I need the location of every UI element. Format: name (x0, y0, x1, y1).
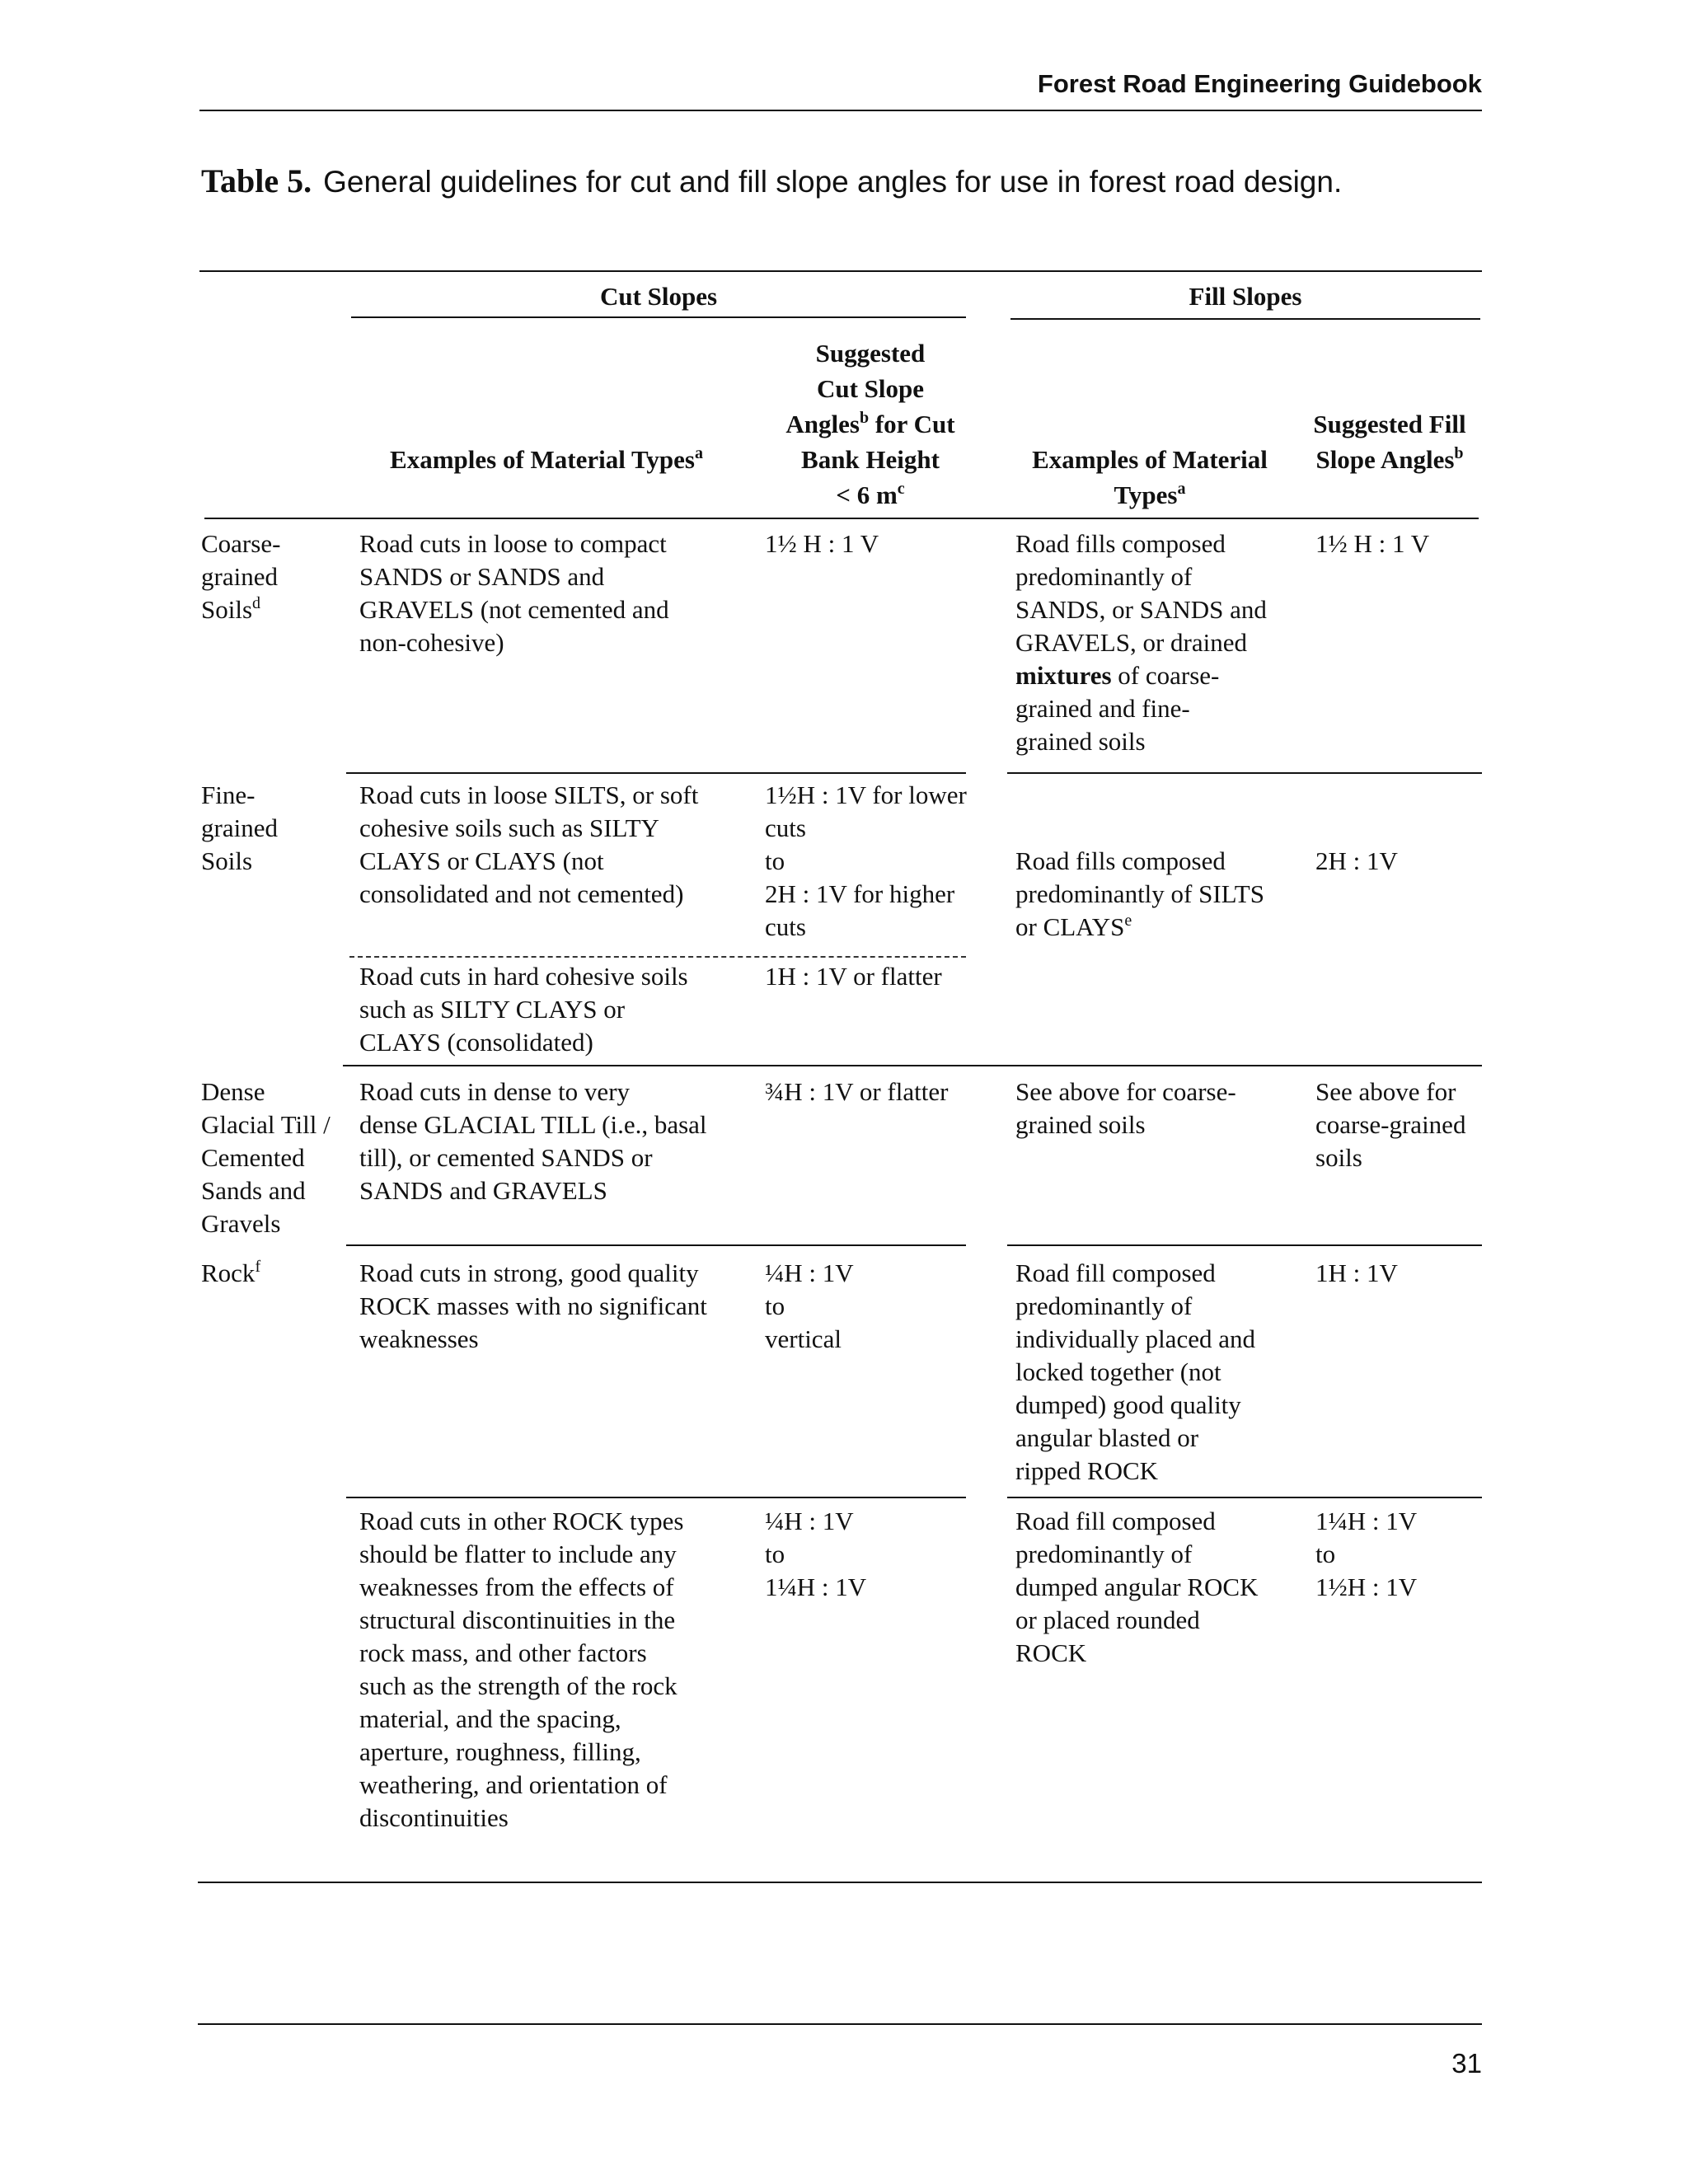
row-fine-cut-material-2: Road cuts in hard cohesive soils such as SILTY CLAYS or CLAYS (consolidated) (359, 962, 688, 1057)
table-caption (201, 161, 1342, 209)
caption-text: General guidelines for cut and fill slope angles for use in forest road design. (323, 165, 1343, 199)
row-rock-fill-angle-2: 1¼H : 1V to 1½H : 1V (1315, 1507, 1418, 1601)
header-rule (199, 110, 1482, 111)
row-rock-fill-material-2: Road fill composed predominantly of dumped angular ROCK or placed rounded ROCK (1015, 1507, 1259, 1667)
row-fine-cut-angle-2: 1H : 1V or flatter (765, 962, 942, 991)
fill-group-rule (1010, 318, 1480, 320)
row-fine-bottom-rule (343, 1065, 1482, 1066)
cut-angle-header (755, 335, 986, 513)
table-bottom-rule (198, 1882, 1482, 1883)
row-fine-category: Fine- grained Soils (201, 780, 278, 875)
row-till-fill-angle: See above for coarse-grained soils (1315, 1077, 1466, 1172)
row-coarse-cut-material: Road cuts in loose to compact SANDS or SANDS and GRAVELS (not cemented and non-cohesive) (359, 529, 669, 657)
header-bottom-rule (204, 518, 1479, 519)
cut-angle-header-line1: Suggested (815, 339, 926, 368)
row-fine-cut-angle-1: 1½H : 1V for lower cuts to 2H : 1V for higher cuts (765, 780, 967, 941)
row-fine-cut-material-1: Road cuts in loose SILTS, or soft cohesive soils such as SILTY CLAYS or CLAYS (not consolidated and not cemented) (359, 780, 699, 908)
fill-slopes-heading: Fill Slopes (1189, 282, 1302, 311)
row-coarse-category: Coarse- grained Soils$^d$ (201, 529, 281, 624)
row-till-cut-rule (346, 1244, 966, 1246)
row-coarse-cut-rule (346, 772, 966, 774)
row-rock-fill-material-1: Road fill composed predominantly of individually placed and locked together (not dumped) good quality angular blasted or ripped ROCK (1015, 1258, 1255, 1485)
footer-rule (198, 2023, 1482, 2025)
row-till-category: Dense Glacial Till / Cemented Sands and Gravels (201, 1077, 331, 1238)
row-fine-dashed-rule (349, 956, 966, 958)
cut-slopes-heading: Cut Slopes (599, 282, 718, 311)
page-number: 31 (1451, 2048, 1482, 2079)
fill-angle-header: Suggested Fill Slope Angles$^b$ (1313, 410, 1466, 474)
row-coarse-cut-angle: 1½ H : 1 V (765, 529, 879, 558)
cut-material-header: Examples of Material Types$^a$ (390, 444, 703, 474)
row-coarse-fill-angle: 1½ H : 1 V (1315, 529, 1430, 558)
fill-material-header: Examples of Material Types$^a$ (1032, 445, 1268, 509)
row-rock-category: Rock$^f$ (201, 1258, 261, 1287)
row-rock-cut-material-2: Road cuts in other ROCK types should be flatter to include any weaknesses from the effects of structural discontinuities in the rock mass, and other factors such as the strength of the rock material, and the spacing, aperture, roughness, filling, weathering, and orientation of discontinuities (359, 1507, 684, 1832)
row-rock-cut-angle-1: ¼H : 1V to vertical (765, 1258, 854, 1353)
cut-group-rule (351, 316, 966, 318)
row-fine-fill-material: Road fills composed predominantly of SILTS or CLAYS$^e$ (1015, 846, 1264, 941)
row-rock-fill-rule (1007, 1497, 1482, 1498)
row-fine-fill-angle: 2H : 1V (1315, 846, 1398, 875)
row-coarse-fill-rule (1007, 772, 1482, 774)
row-rock-cut-material-1: Road cuts in strong, good quality ROCK masses with no significant weaknesses (359, 1258, 707, 1353)
table-top-rule (199, 270, 1482, 272)
row-rock-fill-angle-1: 1H : 1V (1315, 1258, 1398, 1287)
row-till-cut-material: Road cuts in dense to very dense GLACIAL TILL (i.e., basal till), or cemented SANDS or SANDS and GRAVELS (359, 1077, 707, 1205)
row-till-fill-rule (1007, 1244, 1482, 1246)
cut-angle-header-line3: Angles$^b$ for Cut (785, 409, 955, 438)
caption-label: Table 5. (201, 162, 312, 199)
row-rock-cut-rule (346, 1497, 966, 1498)
row-rock-cut-angle-2: ¼H : 1V to 1¼H : 1V (765, 1507, 867, 1601)
row-till-fill-material: See above for coarse- grained soils (1015, 1077, 1236, 1139)
cut-angle-header-line5: < 6 $m^c$ (836, 480, 905, 509)
row-coarse-fill-material: Road fills composed predominantly of SANDS, or SANDS and GRAVELS, or drained mixtures of coarse- grained and fine- grained soils (1015, 529, 1267, 756)
cut-angle-header-line4: Bank Height (801, 445, 940, 474)
running-header: Forest Road Engineering Guidebook (1037, 69, 1482, 98)
row-till-cut-angle: ¾H : 1V or flatter (765, 1077, 949, 1106)
cut-angle-header-line2: Cut Slope (816, 374, 925, 403)
